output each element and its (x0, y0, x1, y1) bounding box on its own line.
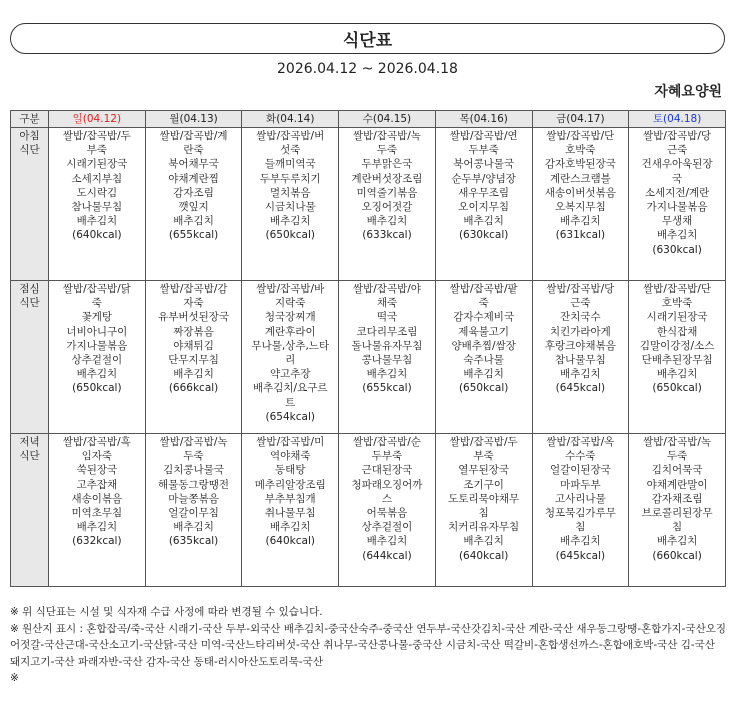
menu-item: 열무된장국 (458, 464, 510, 477)
day-header (242, 111, 339, 128)
category-header: 구분 (11, 111, 49, 128)
menu-item: 얼갈이된장국 (549, 464, 611, 477)
menu-item: 얼갈이무침 (168, 507, 219, 520)
menu-item: 수수죽 (565, 450, 596, 463)
menu-item: 계란후라이 (264, 325, 316, 338)
day-header (49, 111, 146, 128)
menu-item: 배추김치 (76, 215, 118, 228)
menu-item: 고사리나물 (555, 492, 606, 505)
menu-cell (242, 281, 339, 434)
menu-item: (650kcal) (652, 382, 702, 395)
meal-label-line: 점심 (19, 283, 40, 295)
menu-item: 배추김치 (560, 368, 601, 381)
menu-item: 감자수제비국 (453, 311, 515, 324)
menu-item: 쌀밥/잡곡밥/녹 (352, 130, 421, 142)
menu-item: (632kcal) (72, 535, 122, 548)
menu-cell (49, 128, 146, 281)
menu-item: 침 (478, 507, 489, 520)
meal-label-line: 식단 (19, 450, 40, 463)
menu-item: 청파래오징어까 (351, 478, 423, 491)
menu-item: 해물동그랑땡전 (158, 478, 230, 491)
menu-cell (532, 128, 629, 281)
menu-item: 두부두루치기 (259, 172, 321, 185)
menu-item: 후랑크야채볶음 (544, 339, 616, 352)
menu-item: 쌀밥/잡곡밥/감 (159, 283, 228, 295)
menu-item: (666kcal) (168, 382, 219, 395)
menu-item: 배추김치 (366, 368, 408, 381)
menu-item: 건새우아욱된장 (641, 158, 713, 171)
menu-item: 배추김치 (366, 215, 408, 228)
menu-item: 임자죽 (81, 450, 113, 463)
menu-item: 새우무조림 (458, 186, 510, 199)
day-header (339, 111, 436, 128)
menu-item: 청국장찌개 (264, 311, 316, 324)
menu-item: (650kcal) (72, 382, 122, 395)
menu-cell (242, 434, 339, 587)
menu-item: 쌀밥/잡곡밥/순 (352, 436, 421, 448)
menu-item: 배추김치/요구르 (252, 382, 328, 395)
meal-label-line: 아침 (19, 130, 40, 142)
menu-item: 쌀밥/잡곡밥/녹 (643, 436, 712, 448)
menu-cell (629, 281, 726, 434)
menu-item: 고추잡채 (76, 478, 118, 491)
menu-item: 침 (575, 521, 586, 534)
menu-item: 가지나물볶음 (66, 339, 128, 352)
menu-cell (532, 281, 629, 434)
menu-item: 배추김치 (560, 215, 601, 228)
menu-item: 감자채조림 (651, 492, 703, 505)
menu-item: 스 (381, 492, 393, 505)
menu-item: 리 (285, 354, 296, 367)
menu-cell (49, 281, 146, 434)
menu-item: 근대된장국 (361, 464, 413, 477)
menu-item: 도시락김 (76, 186, 118, 199)
menu-item: 국 (672, 172, 683, 185)
menu-cell (145, 128, 242, 281)
menu-cell (629, 128, 726, 281)
menu-item: 마늘쫑볶음 (168, 492, 219, 505)
menu-item: 유부버섯된장국 (158, 311, 230, 324)
menu-item: 두죽 (376, 144, 398, 157)
menu-item: 근죽 (666, 144, 688, 157)
menu-item: 오이지무침 (458, 201, 510, 214)
menu-cell (532, 434, 629, 587)
menu-item: 쌀밥/잡곡밥/미 (256, 436, 325, 448)
menu-item: 참나물무침 (555, 354, 606, 367)
menu-item: 야채계란말이 (646, 478, 708, 491)
menu-item: 단무지무침 (168, 354, 219, 367)
menu-item: 쑥된장국 (76, 464, 118, 477)
menu-item: 들깨미역국 (264, 158, 316, 171)
menu-item: 치킨가라아게 (549, 325, 611, 338)
meal-row-dinner (11, 434, 726, 587)
menu-item: (635kcal) (168, 535, 219, 548)
menu-cell (49, 434, 146, 587)
menu-item: 쌀밥/잡곡밥/녹 (159, 436, 228, 448)
menu-item: 배추김치 (463, 368, 504, 381)
day-header (629, 111, 726, 128)
menu-item: 쌀밥/잡곡밥/계 (159, 130, 228, 142)
menu-period: 2026.04.12 ~ 2026.04.18 (277, 61, 458, 77)
menu-item: 쌀밥/잡곡밥/닭 (62, 283, 131, 295)
menu-item: (650kcal) (458, 382, 509, 395)
menu-item: 감자조림 (173, 186, 214, 199)
menu-item: (633kcal) (362, 229, 412, 242)
menu-item: 돌나물유자무침 (351, 339, 423, 352)
menu-item: 두부맑은국 (361, 158, 413, 171)
menu-item: 부추부침개 (264, 492, 316, 505)
note-line: ※ 원산지 표시 : 혼합잡곡/죽-국산 시래기-국산 두부-외국산 배추김치-중국산숙주-중국산 연두부-국산갓김치-국산 계란-국산 새우동그랑땡-혼합가지-국산오징어젓갈-국산근대-국산소고기-국산닭-국산 미역-국산느타리버섯-국산 취나무-국산콩나물-중국산 시금치-국산 떡갈비-혼합생선까스-혼합애호박-국산 김-국산 돼지고기-국산 파래자반-국산 감자-국산 동태-러시아산도토리묵-국산 (10, 622, 727, 668)
title-box (10, 23, 725, 54)
menu-item: 치커리유자무침 (448, 521, 520, 534)
day-label: 월(04.13) (169, 112, 218, 125)
meal-label-line: 식단 (19, 144, 40, 157)
menu-table (10, 110, 726, 587)
menu-item: 죽 (478, 297, 489, 310)
meal-row-breakfast (11, 128, 726, 281)
menu-item: 무생채 (661, 215, 693, 228)
meal-label (11, 281, 49, 434)
day-label: 수(04.15) (362, 112, 412, 125)
menu-item: 호박죽 (661, 297, 693, 310)
menu-item: 감자호박된장국 (544, 158, 616, 171)
menu-cell (339, 434, 436, 587)
menu-cell (629, 434, 726, 587)
menu-item: 배추김치 (76, 368, 118, 381)
menu-item: 너비아니구이 (66, 325, 128, 338)
menu-item: 지락죽 (275, 297, 306, 310)
menu-item: 깻잎지 (178, 201, 209, 214)
menu-item: 역야채죽 (269, 450, 311, 463)
menu-item: 상추겉절이 (71, 354, 123, 367)
menu-item: 배추김치 (366, 535, 408, 548)
menu-item: (640kcal) (265, 535, 315, 548)
menu-cell (435, 128, 532, 281)
menu-item: (650kcal) (265, 229, 315, 242)
menu-item: 배추김치 (269, 521, 311, 534)
menu-item: (655kcal) (362, 382, 412, 395)
menu-item: 참나물무침 (71, 201, 123, 214)
menu-item: (631kcal) (555, 229, 606, 242)
menu-item: 죽 (91, 297, 102, 310)
menu-item: 김치어묵국 (651, 464, 703, 477)
menu-item: (645kcal) (555, 549, 606, 562)
menu-item: (655kcal) (168, 229, 219, 242)
menu-item: 쌀밥/잡곡밥/당 (546, 283, 615, 295)
menu-item: 한식잡채 (656, 325, 698, 338)
day-header (532, 111, 629, 128)
menu-item: 어묵볶음 (366, 507, 408, 520)
menu-item: 쌀밥/잡곡밥/바 (256, 283, 325, 295)
day-label: 토(04.18) (652, 112, 702, 125)
menu-item: (630kcal) (652, 243, 702, 256)
menu-item: 배추김치 (173, 215, 214, 228)
menu-item: 쌀밥/잡곡밥/옥 (546, 436, 615, 448)
menu-item: 쌀밥/잡곡밥/팥 (449, 283, 518, 295)
menu-item: 양배추찜/쌈장 (451, 339, 516, 352)
menu-item: 마파두부 (560, 478, 601, 491)
menu-item: 배추김치 (76, 521, 118, 534)
menu-item: 브로콜리된장무 (641, 507, 713, 520)
menu-item: 야채계란찜 (168, 172, 219, 185)
menu-item: 쌀밥/잡곡밥/두 (449, 436, 518, 448)
menu-item: 섯죽 (280, 144, 301, 157)
menu-item: 채죽 (376, 297, 398, 310)
menu-item: 미역초무침 (71, 507, 123, 520)
menu-item: (645kcal) (555, 382, 606, 395)
menu-item: 김치콩나물국 (163, 464, 224, 477)
menu-item: 소세지전/계란 (644, 186, 710, 199)
menu-item: 배추김치 (656, 368, 698, 381)
menu-item: 북어채무국 (168, 158, 219, 171)
menu-cell (339, 128, 436, 281)
day-header (145, 111, 242, 128)
menu-item: 배추김치 (173, 368, 214, 381)
menu-item: 계란버섯장조림 (351, 172, 423, 185)
notes (10, 604, 726, 687)
meal-label (11, 128, 49, 281)
menu-item: 란죽 (183, 144, 204, 157)
menu-item: (640kcal) (458, 549, 509, 562)
note-line: ※ 위 식단표는 시설 및 식자재 수급 사정에 따라 변경될 수 있습니다. (10, 606, 323, 618)
menu-item: 숙주나물 (463, 354, 504, 367)
menu-item: 배추김치 (463, 535, 504, 548)
menu-item: 메추리알장조림 (254, 478, 326, 491)
menu-item: 취나물무침 (264, 507, 316, 520)
menu-item: 멸치볶음 (269, 186, 311, 199)
menu-item: 약고추장 (269, 368, 311, 381)
menu-item: 배추김치 (656, 229, 698, 242)
menu-item: 계란스크램블 (549, 172, 611, 185)
menu-item: 잔치국수 (560, 311, 601, 324)
day-label: 화(04.14) (266, 112, 315, 125)
menu-item: 떡국 (376, 311, 398, 324)
menu-item: 제육불고기 (458, 325, 510, 338)
menu-cell (435, 434, 532, 587)
menu-item: 시래기된장국 (66, 158, 128, 171)
menu-item: 청포묵김가루무 (544, 507, 616, 520)
menu-cell (339, 281, 436, 434)
menu-item: 두부죽 (468, 144, 499, 157)
menu-item: (644kcal) (362, 549, 412, 562)
menu-item: 배추김치 (173, 521, 214, 534)
day-label: 목(04.16) (459, 112, 508, 125)
menu-item: 쌀밥/잡곡밥/흑 (62, 436, 131, 448)
meal-row-lunch (11, 281, 726, 434)
menu-item: 시금치나물 (264, 201, 316, 214)
menu-item: 오징어젓갈 (361, 201, 413, 214)
menu-item: 순두부/양념장 (451, 172, 516, 185)
menu-item: 자죽 (183, 297, 204, 310)
meal-label-line: 식단 (19, 297, 40, 310)
menu-item: 두죽 (183, 450, 204, 463)
page-title: 식단표 (342, 31, 393, 51)
menu-item: 침 (672, 521, 683, 534)
note-line: ※ (10, 672, 19, 684)
menu-item: (660kcal) (652, 549, 702, 562)
meal-label (11, 434, 49, 587)
header-row (11, 111, 726, 128)
menu-item: 콩나물무침 (361, 354, 413, 367)
menu-item: 코다리무조림 (356, 325, 418, 338)
organization-name: 자혜요양원 (654, 84, 722, 100)
day-header (435, 111, 532, 128)
menu-item: 동태탕 (275, 464, 306, 477)
menu-item: 김말이강정/소스 (639, 339, 715, 352)
menu-item: 배추김치 (656, 535, 698, 548)
menu-item: 쌀밥/잡곡밥/단 (546, 130, 615, 142)
day-label: 금(04.17) (556, 112, 605, 125)
menu-item: 시래기된장국 (646, 311, 708, 324)
menu-item: 무나물,상추,느타 (251, 339, 330, 352)
menu-item: 오복지무침 (555, 201, 606, 214)
menu-item: 쌀밥/잡곡밥/당 (643, 130, 712, 142)
menu-item: 배추김치 (560, 535, 601, 548)
menu-item: 도토리묵야채무 (448, 492, 520, 505)
menu-item: 조기구이 (463, 478, 504, 491)
menu-item: 부죽 (86, 144, 107, 157)
menu-item: 쌀밥/잡곡밥/단 (643, 283, 712, 295)
menu-item: 가지나물볶음 (646, 201, 708, 214)
menu-item: 소세지부침 (71, 172, 123, 185)
menu-item: 새송이버섯볶음 (544, 186, 616, 199)
menu-item: 쌀밥/잡곡밥/버 (256, 130, 325, 142)
menu-item: 두죽 (666, 450, 688, 463)
menu-item: 호박죽 (565, 144, 596, 157)
menu-cell (145, 281, 242, 434)
menu-cell (145, 434, 242, 587)
menu-item: (640kcal) (72, 229, 122, 242)
menu-item: (654kcal) (265, 410, 315, 423)
menu-item: 두부죽 (371, 450, 403, 463)
menu-item: 쌀밥/잡곡밥/야 (352, 283, 421, 295)
menu-item: 꽃게탕 (81, 311, 113, 324)
menu-cell (242, 128, 339, 281)
menu-item: 근죽 (570, 297, 591, 310)
menu-cell (435, 281, 532, 434)
menu-item: 트 (285, 396, 296, 409)
meal-label-line: 저녁 (19, 436, 40, 448)
menu-item: (630kcal) (458, 229, 509, 242)
menu-item: 짜장볶음 (173, 325, 214, 338)
menu-item: 새송이볶음 (71, 492, 123, 505)
menu-item: 북어콩나물국 (453, 158, 515, 171)
day-label: 일(04.12) (72, 112, 122, 125)
menu-item: 야채튀김 (173, 339, 214, 352)
menu-item: 배추김치 (463, 215, 504, 228)
menu-item: 배추김치 (269, 215, 311, 228)
menu-item: 미역줄기볶음 (356, 186, 418, 199)
menu-item: 단배추된장무침 (641, 354, 713, 367)
menu-item: 상추겉절이 (361, 521, 413, 534)
menu-item: 쌀밥/잡곡밥/연 (449, 130, 518, 142)
menu-item: 쌀밥/잡곡밥/두 (62, 130, 131, 142)
menu-item: 부죽 (473, 450, 494, 463)
